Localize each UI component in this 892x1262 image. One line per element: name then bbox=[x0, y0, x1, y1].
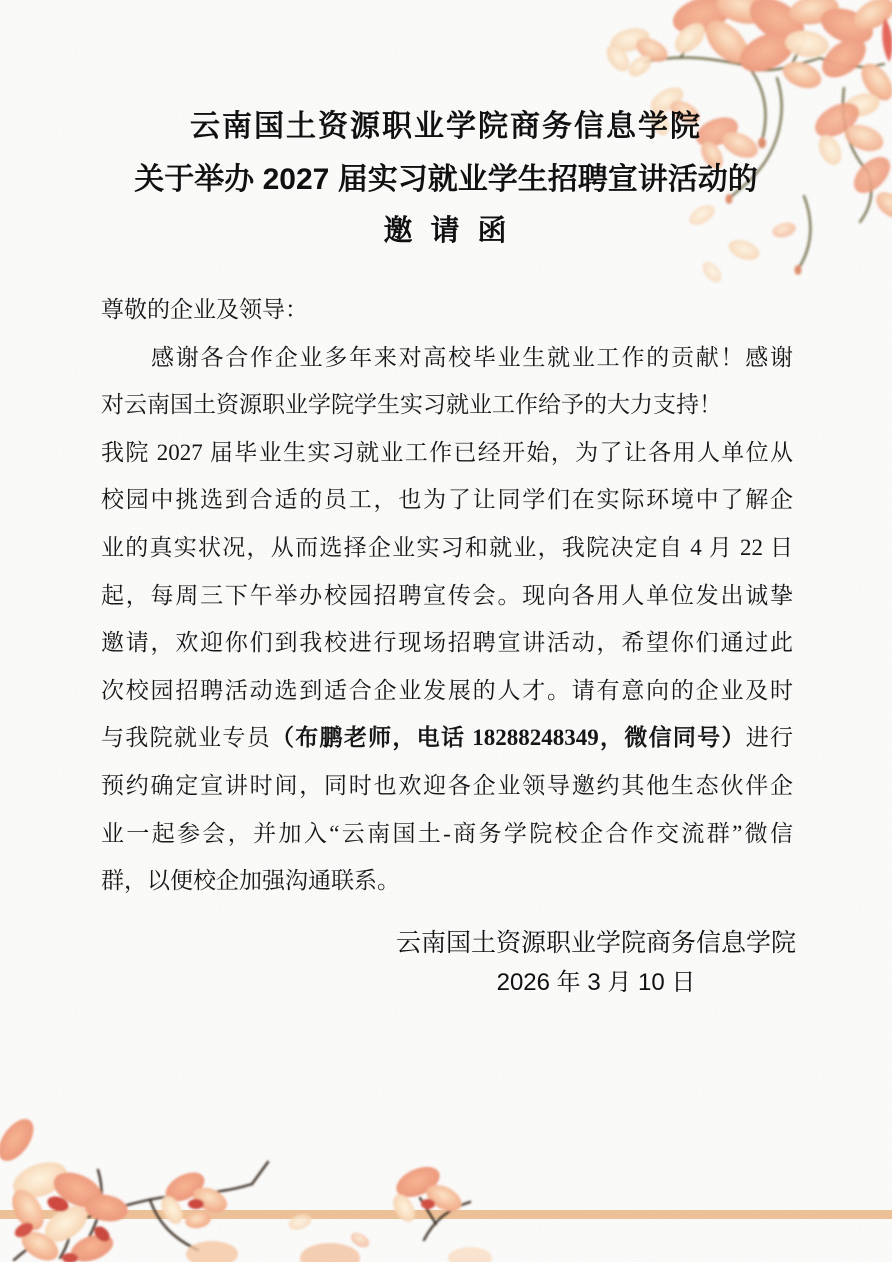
body-line bbox=[101, 762, 793, 810]
signature: 云南国土资源职业学院商务信息学院 bbox=[395, 929, 796, 957]
letter-title-line-3: 邀 请 函 bbox=[383, 215, 509, 247]
body-line-text: 群，以便校企加强沟通联系。 bbox=[101, 868, 400, 894]
body-line bbox=[101, 429, 793, 477]
letter-body bbox=[101, 286, 793, 905]
body-line bbox=[101, 714, 793, 762]
body-line bbox=[101, 524, 793, 572]
body-line-text: 业的真实状况，从而选择企业实习和就业，我院决定自 4 月 22 日 bbox=[101, 534, 793, 560]
letter-title bbox=[0, 108, 892, 250]
body-paragraph bbox=[101, 334, 793, 905]
body-line bbox=[101, 810, 793, 858]
body-line-rest: 进行 bbox=[745, 725, 793, 751]
body-line-text: 与我院就业专员 bbox=[101, 725, 271, 751]
letter-title-line-1: 云南国土资源职业学院商务信息学院 bbox=[190, 110, 702, 143]
date: 2026 年 3 月 10 日 bbox=[496, 969, 696, 996]
signoff-block bbox=[296, 925, 892, 1000]
body-line-text: 次校园招聘活动选到适合企业发展的人才。请有意向的企业及时 bbox=[101, 677, 793, 703]
body-line bbox=[101, 334, 793, 382]
body-line-text: 预约确定宣讲时间，同时也欢迎各企业领导邀约其他生态伙伴企 bbox=[101, 772, 793, 798]
body-line-text: 校园中挑选到合适的员工，也为了让同学们在实际环境中了解企 bbox=[101, 487, 793, 513]
body-line bbox=[101, 667, 793, 715]
body-line bbox=[101, 619, 793, 667]
body-line bbox=[101, 572, 793, 620]
body-line-bold-contact: （布鹏老师，电话 18288248349，微信同号） bbox=[270, 725, 746, 751]
body-line bbox=[101, 476, 793, 524]
salutation: 尊敬的企业及领导： bbox=[101, 297, 308, 322]
body-line bbox=[101, 857, 793, 905]
body-line bbox=[101, 381, 793, 429]
body-line-text: 邀请，欢迎你们到我校进行现场招聘宣讲活动，希望你们通过此 bbox=[101, 630, 793, 656]
body-line-text: 我院 2027 届毕业生实习就业工作已经开始，为了让各用人单位从 bbox=[101, 439, 793, 465]
body-line-text: 对云南国土资源职业学院学生实习就业工作给予的大力支持！ bbox=[101, 392, 722, 418]
body-line-text: 感谢各合作企业多年来对高校毕业生就业工作的贡献！感谢 bbox=[151, 344, 793, 370]
body-line-text: 起，每周三下午举办校园招聘宣传会。现向各用人单位发出诚挚 bbox=[101, 582, 793, 608]
letter-title-line-2: 关于举办 2027 届实习就业学生招聘宣讲活动的 bbox=[134, 163, 758, 196]
body-line-text: 业一起参会，并加入“云南国土-商务学院校企合作交流群”微信 bbox=[101, 820, 793, 846]
